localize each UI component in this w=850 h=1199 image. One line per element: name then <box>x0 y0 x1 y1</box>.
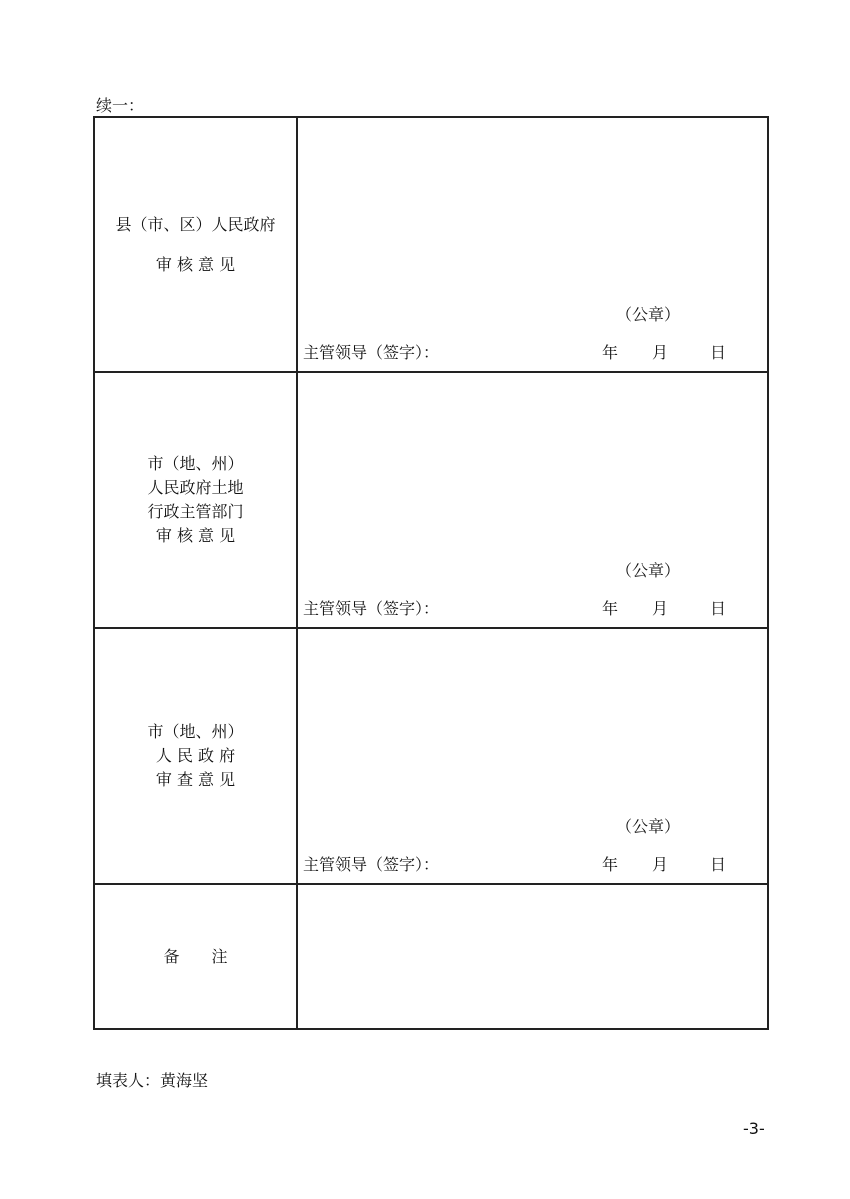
label-line: 行政主管部门 <box>147 502 244 521</box>
seal-text: （公章） <box>616 561 681 580</box>
form-filler: 填表人：黄海坚 <box>96 1071 209 1090</box>
city-gov-review-label <box>94 628 297 884</box>
continuation-heading: 续一： <box>96 96 145 115</box>
approval-form-table <box>93 116 769 1030</box>
county-review-row <box>94 117 768 372</box>
date-month: 月 <box>652 343 669 362</box>
date-year: 年 <box>602 855 619 874</box>
label-line: 市（地、州） <box>147 722 244 741</box>
label-line: 市（地、州） <box>147 454 244 473</box>
date-day: 日 <box>710 343 727 362</box>
remarks-content[interactable] <box>297 884 768 1029</box>
county-review-content[interactable] <box>297 117 768 372</box>
remarks-label <box>94 884 297 1029</box>
county-review-label <box>94 117 297 372</box>
city-land-dept-review-label <box>94 372 297 628</box>
date-line <box>602 340 726 363</box>
label-line: 审 查 意 见 <box>155 770 236 789</box>
sign-label: 主管领导（签字）： <box>303 599 440 618</box>
sign-label: 主管领导（签字）： <box>303 855 440 874</box>
date-month: 月 <box>652 599 669 618</box>
date-line <box>602 596 726 619</box>
city-gov-review-row <box>94 628 768 884</box>
seal-text: （公章） <box>616 305 681 324</box>
seal-text: （公章） <box>616 817 681 836</box>
page-number: -3- <box>743 1119 765 1138</box>
label-line: 备 注 <box>163 946 228 966</box>
label-line: 人民政府土地 <box>147 478 244 497</box>
date-day: 日 <box>710 599 727 618</box>
city-gov-review-content[interactable] <box>297 628 768 884</box>
label-line: 审 核 意 见 <box>155 254 236 274</box>
city-land-dept-review-row <box>94 372 768 628</box>
label-line: 县（市、区）人民政府 <box>115 214 276 234</box>
label-line: 审 核 意 见 <box>155 526 236 545</box>
date-month: 月 <box>652 855 669 874</box>
date-year: 年 <box>602 343 619 362</box>
remarks-row <box>94 884 768 1029</box>
label-line: 人 民 政 府 <box>155 746 236 765</box>
date-line <box>602 852 726 875</box>
city-land-dept-review-content[interactable] <box>297 372 768 628</box>
date-day: 日 <box>710 855 727 874</box>
date-year: 年 <box>602 599 619 618</box>
sign-label: 主管领导（签字）： <box>303 343 440 362</box>
